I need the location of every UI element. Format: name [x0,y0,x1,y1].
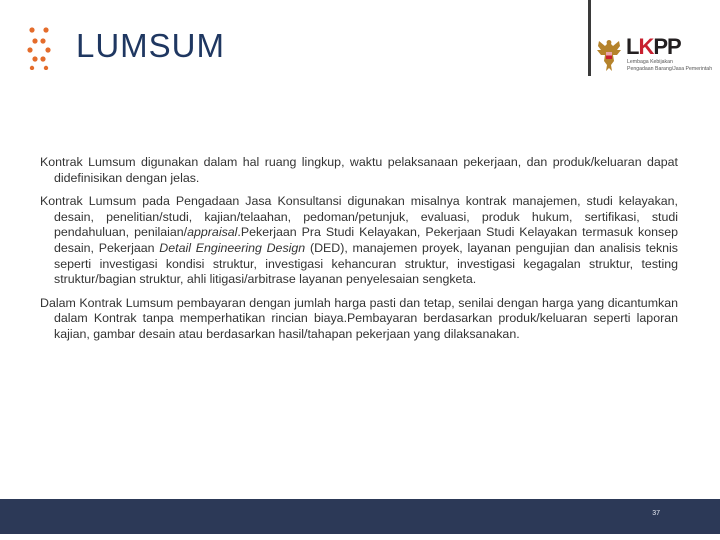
logo-subtitle-line2: Pengadaan Barang/Jasa Pemerintah [627,66,713,72]
header-divider [588,0,591,76]
logo-subtitle [627,59,712,73]
logo-letters-pp: PP [653,34,681,59]
dots-decoration-icon [26,26,52,70]
term-detail-engineering-design: Detail Engineering Design [159,240,306,255]
garuda-emblem-icon [596,34,622,74]
logo-subtitle-line1: Lembaga Kebijakan [627,59,673,65]
paragraph-consultancy-part2: .Pekerjaan Pra Studi Kelayakan, Pekerjaan Studi Kelayakan termasuk konsep desain, Pekerjaan [54,225,678,255]
term-appraisal: appraisal [187,225,238,240]
paragraph-payment: Dalam Kontrak Lumsum pembayaran dengan jumlah harga pasti dan tetap, senilai dengan harga yang dicantumkan dalam Kontrak tanpa memperhatikan rincian biaya.Pembayaran berdasarkan produk/keluaran seperti laporan kajian, gambar desain atau berdasarkan hasil/tahapan pekerjaan yang dilaksanakan. [40,295,678,341]
lkpp-logo [596,34,712,80]
paragraph-consultancy-part1: Kontrak Lumsum pada Pengadaan Jasa Konsultansi digunakan misalnya kontrak manajemen, studi kelayakan, desain, penelitian/studi, kajian/telaahan, pedoman/petunjuk, evaluasi, produk hukum, sertifikasi, studi pendahuluan, penilaian/ [40,194,678,240]
footer-bar [0,499,720,534]
slide-body [40,155,678,351]
logo-wordmark [626,36,681,58]
paragraph-consultancy [40,194,678,288]
page-number: 37 [652,510,660,517]
logo-letter-k: K [638,34,654,59]
paragraph-consultancy-part3: (DED), manajemen proyek, layanan pengujian dan analisis teknis seperti investigasi kondisi struktur, investigasi kehancuran struktur, investigasi kegagalan struktur, testing struktur/bagian struktur, ahli litigasi/arbitrase layanan penyelesaian sengketa. [54,240,678,287]
logo-letter-l: L [626,34,639,59]
slide-title: LUMSUM [76,27,226,64]
paragraph-definition: Kontrak Lumsum digunakan dalam hal ruang lingkup, waktu pelaksanaan pekerjaan, dan produk/keluaran dapat didefinisikan dengan jelas. [40,155,678,185]
